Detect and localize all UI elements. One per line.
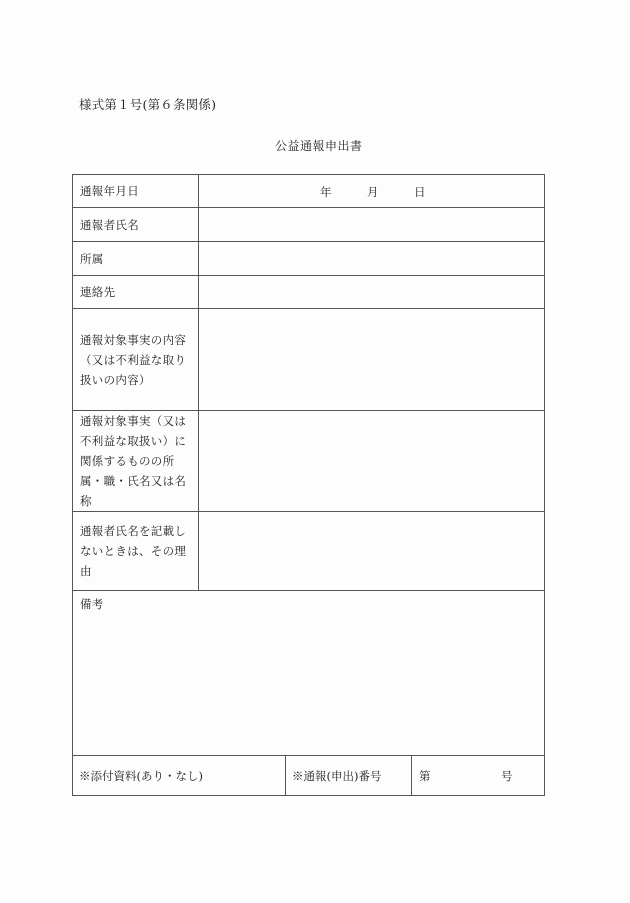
attachment-label: ※添付資料(あり・なし) — [79, 768, 203, 783]
date-month-unit: 月 — [367, 185, 379, 199]
label-contact: 連絡先 — [73, 276, 199, 308]
report-number-label: ※通報(申出)番号 — [292, 768, 382, 783]
label-related-persons: 通報対象事実（又は不利益な取扱い）に関係するものの所属・職・氏名又は名称 — [73, 411, 199, 511]
row-reporter-name — [73, 208, 544, 242]
row-anonymity-reason — [73, 512, 544, 591]
contact-field[interactable] — [199, 276, 544, 308]
row-footer — [73, 756, 544, 795]
row-report-content — [73, 309, 544, 411]
row-contact — [73, 276, 544, 309]
report-number-field[interactable] — [412, 756, 544, 795]
report-number-label-cell — [286, 756, 412, 795]
attachment-cell[interactable] — [73, 756, 286, 795]
document-title: 公益通報申出書 — [275, 139, 363, 153]
related-persons-field[interactable] — [199, 411, 544, 511]
form-number: 様式第１号(第６条関係) — [79, 97, 217, 112]
reporter-name-field[interactable] — [199, 208, 544, 241]
label-affiliation: 所属 — [73, 242, 199, 275]
label-remarks: 備考 — [80, 597, 104, 611]
report-form-table — [72, 174, 545, 796]
row-remarks[interactable] — [73, 591, 544, 756]
label-anonymity-reason: 通報者氏名を記載しないときは、その理由 — [73, 512, 199, 590]
report-content-field[interactable] — [199, 309, 544, 410]
row-report-date — [73, 175, 544, 208]
label-report-date: 通報年月日 — [73, 175, 199, 207]
label-reporter-name: 通報者氏名 — [73, 208, 199, 241]
date-year-unit: 年 — [320, 185, 332, 199]
label-report-content: 通報対象事実の内容（又は不利益な取り扱いの内容） — [73, 309, 199, 410]
date-day-unit: 日 — [414, 185, 426, 199]
number-suffix: 号 — [501, 769, 513, 783]
report-date-field[interactable] — [199, 175, 544, 207]
number-prefix: 第 — [419, 769, 431, 783]
affiliation-field[interactable] — [199, 242, 544, 275]
row-affiliation — [73, 242, 544, 276]
row-related-persons — [73, 411, 544, 512]
anonymity-reason-field[interactable] — [199, 512, 544, 590]
